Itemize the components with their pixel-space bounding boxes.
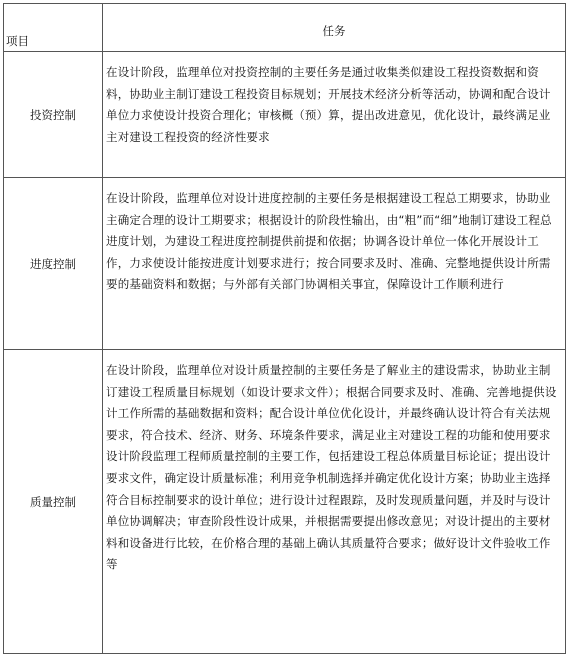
task-paragraph: 在设计阶段，监理单位对设计质量控制的主要任务是了解业主的建设需求，协助业主制订建设工程质量目标规划（如设计要求文件）；根据合同要求及时、准确、完善地提供设计工作所需的基础数据和资料；配合设计单位优化设计，并最终确认设计符合有关法规要求，符合技术、经济、财务、环境条件要求，满足业主对建设工程的功能和使用要求: [106, 363, 557, 442]
header-item: 项目: [4, 4, 103, 52]
table-row: [4, 350, 566, 654]
task-cell: [103, 350, 566, 654]
task-cell: [103, 178, 566, 350]
category-investment-control: 投资控制: [4, 52, 103, 178]
task-paragraph: 在设计阶段，监理单位对设计进度控制的主要任务是根据建设工程总工期要求，协助业主确定合理的设计工期要求；根据设计的阶段性输出，由“粗”而“细”地制订建设工程总进度计划，为建设工程进度控制提供前提和依据；协调各设计单位一体化开展设计工作，力求使设计能按进度计划要求进行；按合同要求及时、准确、完整地提供设计所需要的基础资料和数据；与外部有关部门协调相关事宜，保障设计工作顺利进行: [106, 191, 552, 292]
header-row: [4, 4, 566, 52]
header-task: 任务: [103, 4, 566, 52]
table-row: [4, 178, 566, 350]
table-row: [4, 52, 566, 178]
task-table: [3, 3, 566, 654]
task-paragraph: 设计阶段监理工程师质量控制的主要工作，包括建设工程总体质量目标论证；提出设计要求文件，确定设计质量标准；利用竞争机制选择并确定优化设计方案；协助业主选择符合目标控制要求的设计单位；进行设计过程跟踪，及时发现质量问题，并及时与设计单位协调解决；审查阶段性设计成果，并根据需要提出修改意见；对设计提出的主要材料和设备进行比较，在价格合理的基础上确认其质量符合要求；做好设计文件验收工作等: [106, 449, 551, 572]
category-schedule-control: 进度控制: [4, 178, 103, 350]
task-paragraph: 在设计阶段，监理单位对投资控制的主要任务是通过收集类似建设工程投资数据和资料，协助业主制订建设工程投资目标规划；开展技术经济分析等活动，协调和配合设计单位力求使设计投资合理化；审核概（预）算，提出改进意见，优化设计，最终满足业主对建设工程投资的经济性要求: [106, 65, 551, 144]
task-cell: [103, 52, 566, 178]
category-quality-control: 质量控制: [4, 350, 103, 654]
